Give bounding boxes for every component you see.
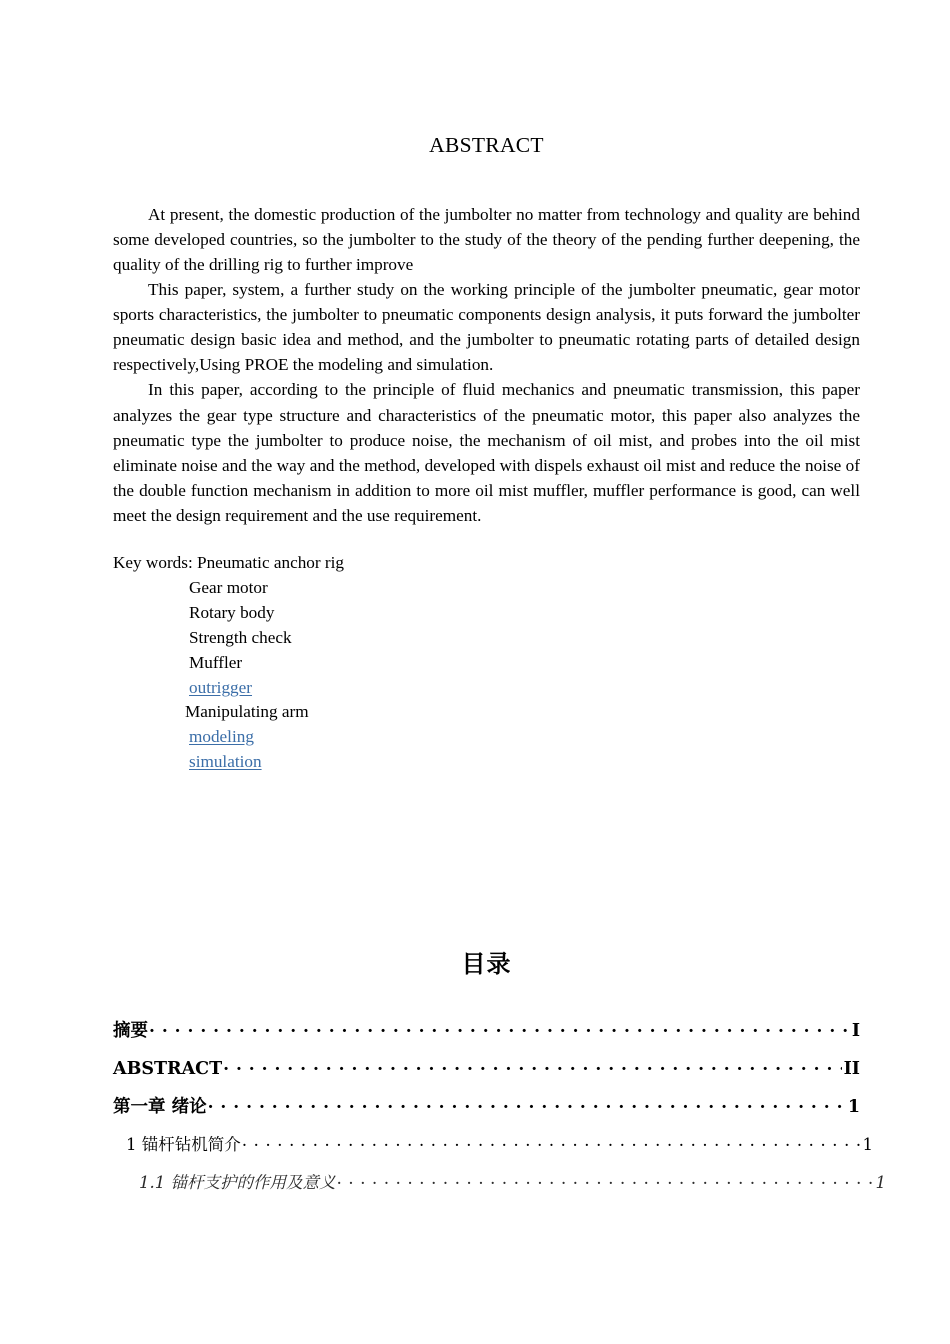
toc-dot-leader — [223, 1057, 842, 1075]
toc-entry-page: 1 — [875, 1173, 886, 1193]
toc-entry[interactable] — [113, 1012, 860, 1050]
abstract-body — [113, 202, 860, 528]
toc-entry-label: 第一章 绪论 — [113, 1097, 207, 1118]
toc-dot-leader — [242, 1134, 861, 1151]
toc-entry[interactable] — [113, 1088, 860, 1126]
keywords-label: Key words: Pneumatic anchor rig — [113, 553, 345, 573]
keyword-item — [113, 601, 860, 626]
toc-entry[interactable] — [113, 1164, 886, 1202]
toc-entry-label: 1 锚杆钻机简介 — [126, 1135, 241, 1155]
keyword-link-simulation[interactable]: simulation — [189, 752, 262, 772]
toc-entry-label: ABSTRACT — [113, 1059, 223, 1080]
toc-entry-page: II — [843, 1059, 860, 1080]
keyword-text: Gear motor — [189, 577, 268, 597]
keyword-item — [113, 651, 860, 676]
keyword-text: Rotary body — [189, 602, 275, 622]
keyword-item — [113, 750, 860, 775]
toc-entry[interactable] — [113, 1126, 873, 1164]
abstract-paragraph: This paper, system, a further study on the working principle of the jumbolter pneumatic, gear motor sports characteristics, the jumbolter to pneumatic components design analysis, it puts forward the jumbolter pneumatic design basic idea and method, and the jumbolter to pneumatic rotating parts of detailed design respectively,Using PROE the modeling and simulation. — [113, 280, 860, 375]
table-of-contents — [113, 949, 886, 1202]
keyword-text: Strength check — [189, 627, 292, 647]
toc-heading: 目录 — [461, 950, 512, 979]
keyword-link-modeling[interactable]: modeling — [189, 727, 254, 747]
toc-dot-leader — [208, 1095, 846, 1113]
abstract-heading: ABSTRACT — [429, 133, 544, 157]
keyword-item — [113, 626, 860, 651]
toc-dot-leader — [149, 1019, 850, 1037]
keyword-item — [113, 576, 860, 601]
abstract-paragraph: In this paper, according to the principle of fluid mechanics and pneumatic transmission, this paper analyzes the gear type structure and characteristics of the pneumatic motor, this paper also analyzes the pneumatic type the jumbolter to produce noise, the mechanism of oil mist, and probes into the oil mist eliminate noise and the way and the method, developed with dispels exhaust oil mist and reduce the noise of the double function mechanism in addition to more oil mist muffler, muffler performance is good, can well meet the design requirement and the use requirement. — [113, 380, 860, 525]
keyword-link-outrigger[interactable]: outrigger — [189, 677, 253, 697]
toc-entry[interactable] — [113, 1050, 860, 1088]
keyword-item — [113, 700, 860, 725]
toc-entry-list — [113, 1012, 886, 1202]
toc-entry-page: 1 — [847, 1097, 860, 1118]
keyword-item — [113, 725, 860, 750]
toc-entry-label: 摘要 — [113, 1021, 148, 1042]
keywords-block — [113, 551, 860, 775]
toc-dot-leader — [337, 1172, 874, 1189]
keyword-text: Muffler — [189, 652, 243, 672]
toc-entry-page: I — [851, 1021, 860, 1042]
keyword-text: Manipulating arm — [185, 702, 309, 722]
toc-entry-page: 1 — [862, 1135, 873, 1155]
abstract-paragraph: At present, the domestic production of the jumbolter no matter from technology and quality are behind some developed countries, so the jumbolter to the study of the theory of the pending further deepening, the quality of the drilling rig to further improve — [113, 204, 860, 274]
keyword-item — [113, 676, 860, 701]
page-content-column — [113, 0, 886, 1202]
toc-entry-label: 1.1 锚杆支护的作用及意义 — [139, 1173, 336, 1193]
